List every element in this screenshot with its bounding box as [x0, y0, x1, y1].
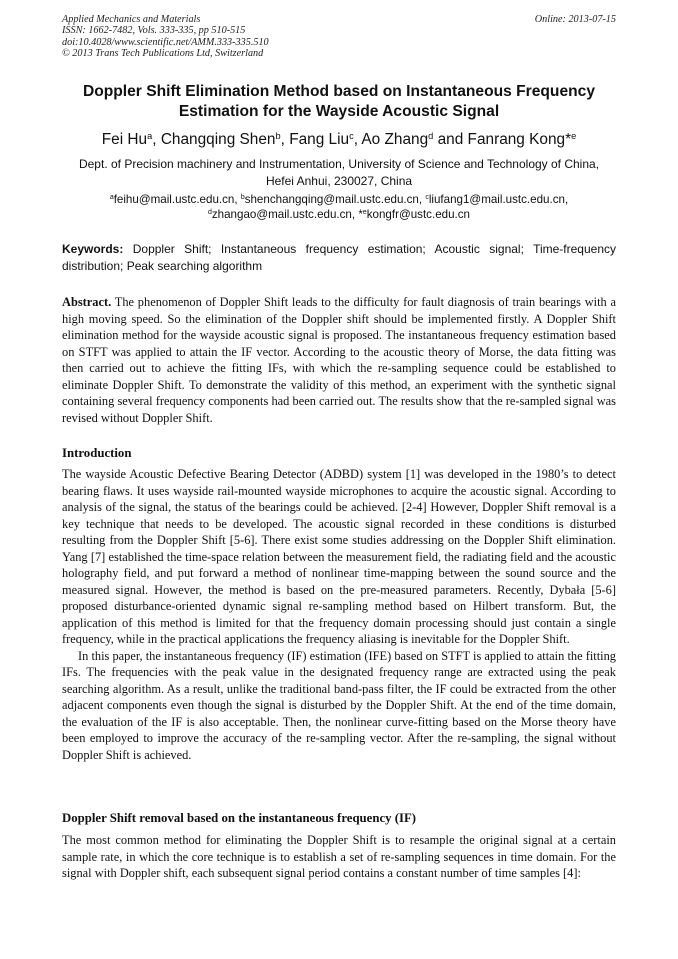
abstract-text: The phenomenon of Doppler Shift leads to the difficulty for fault diagnosis of train bearings with a high moving speed. So the elimination of the Doppler shift should be implemented firstly. A Doppler Shift elimination method for the wayside acoustic signal is proposed. The instantaneous frequency estimation based on STFT was applied to attain the IF vector. According to the acoustic theory of Morse, the data fitting was then carried out to achieve the fitting IFs, with which the re-sampling sequence could be established to eliminate Doppler Shift. To demonstrate the validity of this method, an experiment with the synthetic signal containing several frequency components had been carried out. The results show that the re-sampled signal was revised without Doppler Shift. [62, 295, 616, 425]
introduction-body [62, 466, 616, 763]
keywords-text: Doppler Shift; Instantaneous frequency estimation; Acoustic signal; Time-frequency distribution; Peak searching algorithm [62, 242, 616, 273]
email-e: kongfr@ustc.edu.cn [366, 208, 471, 222]
affiliation-line-1: Dept. of Precision machinery and Instrumentation, University of Science and Technology of China, [78, 157, 600, 171]
doi-line: doi:10.4028/www.scientific.net/AMM.333-335.510 [62, 36, 269, 48]
author-separator: and [433, 131, 468, 148]
online-date: Online: 2013-07-15 [534, 14, 616, 25]
email-d: zhangao@mail.ustc.edu.cn, * [211, 208, 363, 222]
journal-name: Applied Mechanics and Materials [62, 14, 201, 25]
email-line-1 [40, 192, 638, 207]
author-separator: , [353, 131, 362, 148]
email-line-2 [40, 207, 638, 222]
author-name: Fang Liu [289, 131, 350, 148]
author-name: Fei Hu [101, 131, 148, 148]
author-sup: a [147, 130, 153, 141]
author-name: Ao Zhang [361, 131, 429, 148]
title-line-2: Estimation for the Wayside Acoustic Signal [178, 102, 500, 120]
affiliation [50, 156, 628, 189]
email-sup: d [207, 209, 212, 217]
paragraph: The most common method for eliminating the Doppler Shift is to resample the original signal at a certain sample rate, in which the core technique is to establish a set of re-sampling sequences in time domain. For the signal with Doppler shift, each subsequent signal period contains a constant number of time samples [4]: [62, 833, 616, 880]
author-separator: , [152, 131, 161, 148]
email-sup: b [240, 194, 245, 202]
doppler-section-body [62, 832, 616, 882]
author-list [40, 130, 638, 149]
copyright-line: © 2013 Trans Tech Publications Ltd, Switzerland [62, 48, 264, 60]
email-b: shenchangqing@mail.ustc.edu.cn, [244, 193, 426, 206]
email-list [40, 192, 638, 222]
keywords-label: Keywords: [62, 242, 124, 256]
section-heading-doppler-shift-removal: Doppler Shift removal based on the instantaneous frequency (IF) [62, 811, 417, 825]
author-sup: c [349, 130, 354, 141]
author-name: Changqing Shen [160, 131, 276, 148]
journal-header [62, 14, 616, 60]
abstract-label: Abstract. [62, 295, 112, 309]
author-separator: , [280, 131, 290, 148]
email-sup: a [109, 194, 114, 202]
paragraph: The wayside Acoustic Defective Bearing Detector (ADBD) system [1] was developed in the 1980’s to detect bearing flaws. It uses wayside rail-mounted wayside microphones to acquire the acoustic signal. According to analysis of the signal, the status of the bearings could be achieved. [2-4] However, Doppler Shift removal is a key technique that needs to be developed. The acoustic signal recorded in these conditions is disturbed resulting from the Doppler Shift [5-6]. There exist some studies addressing on the Doppler Shift elimination. Yang [7] established the time-space relation between the measurement field, the radiating field and the acoustic holography field, and put forward a method of nonlinear time-mapping between the sound source and the measured signal. However, the method is based on the pre-measured parameters. Recently, Dybała [5-6] proposed disturbance-oriented dynamic signal re-sampling method based on Hilbert transform. But, the application of this method is limited for that the frequency domain processing should just contain a single frequency, while in the practical applications the frequency aliasing is inevitable for the Doppler Shift. [62, 467, 616, 646]
paragraph: In this paper, the instantaneous frequency (IF) estimation (IFE) based on STFT is applied to attain the fitting IFs. The frequencies with the peak value in the designated frequency range are extracted using the peak searching algorithm. As a result, unlike the traditional band-pass filter, the IF could be extracted from the other adjacent components even though the signal is disturbed by the Doppler Shift. At the end of the time domain, the evaluation of the IF is also acceptable. Then, the nonlinear curve-fitting based on the Morse theory have been employed to improve the accuracy of the re-sampling vector. After the re-sampling, the signal without Doppler Shift is achieved. [62, 648, 616, 762]
email-a: feihu@mail.ustc.edu.cn, [113, 193, 241, 206]
author-sup: e [571, 130, 577, 141]
abstract [62, 294, 616, 426]
author-name: Fanrang Kong* [467, 131, 572, 148]
email-sup: c [425, 194, 429, 202]
paper-title [40, 82, 638, 121]
keywords [62, 241, 616, 274]
email-sup: e [362, 209, 367, 217]
affiliation-line-2: Hefei Anhui, 230027, China [265, 173, 413, 188]
title-line-1: Doppler Shift Elimination Method based on Instantaneous Frequency [82, 83, 596, 100]
author-sup: b [275, 130, 281, 141]
section-heading-introduction: Introduction [62, 446, 132, 460]
author-sup: d [428, 130, 434, 141]
email-c: liufang1@mail.ustc.edu.cn, [428, 193, 569, 206]
issn-line: ISSN: 1662-7482, Vols. 333-335, pp 510-515 [62, 25, 246, 37]
